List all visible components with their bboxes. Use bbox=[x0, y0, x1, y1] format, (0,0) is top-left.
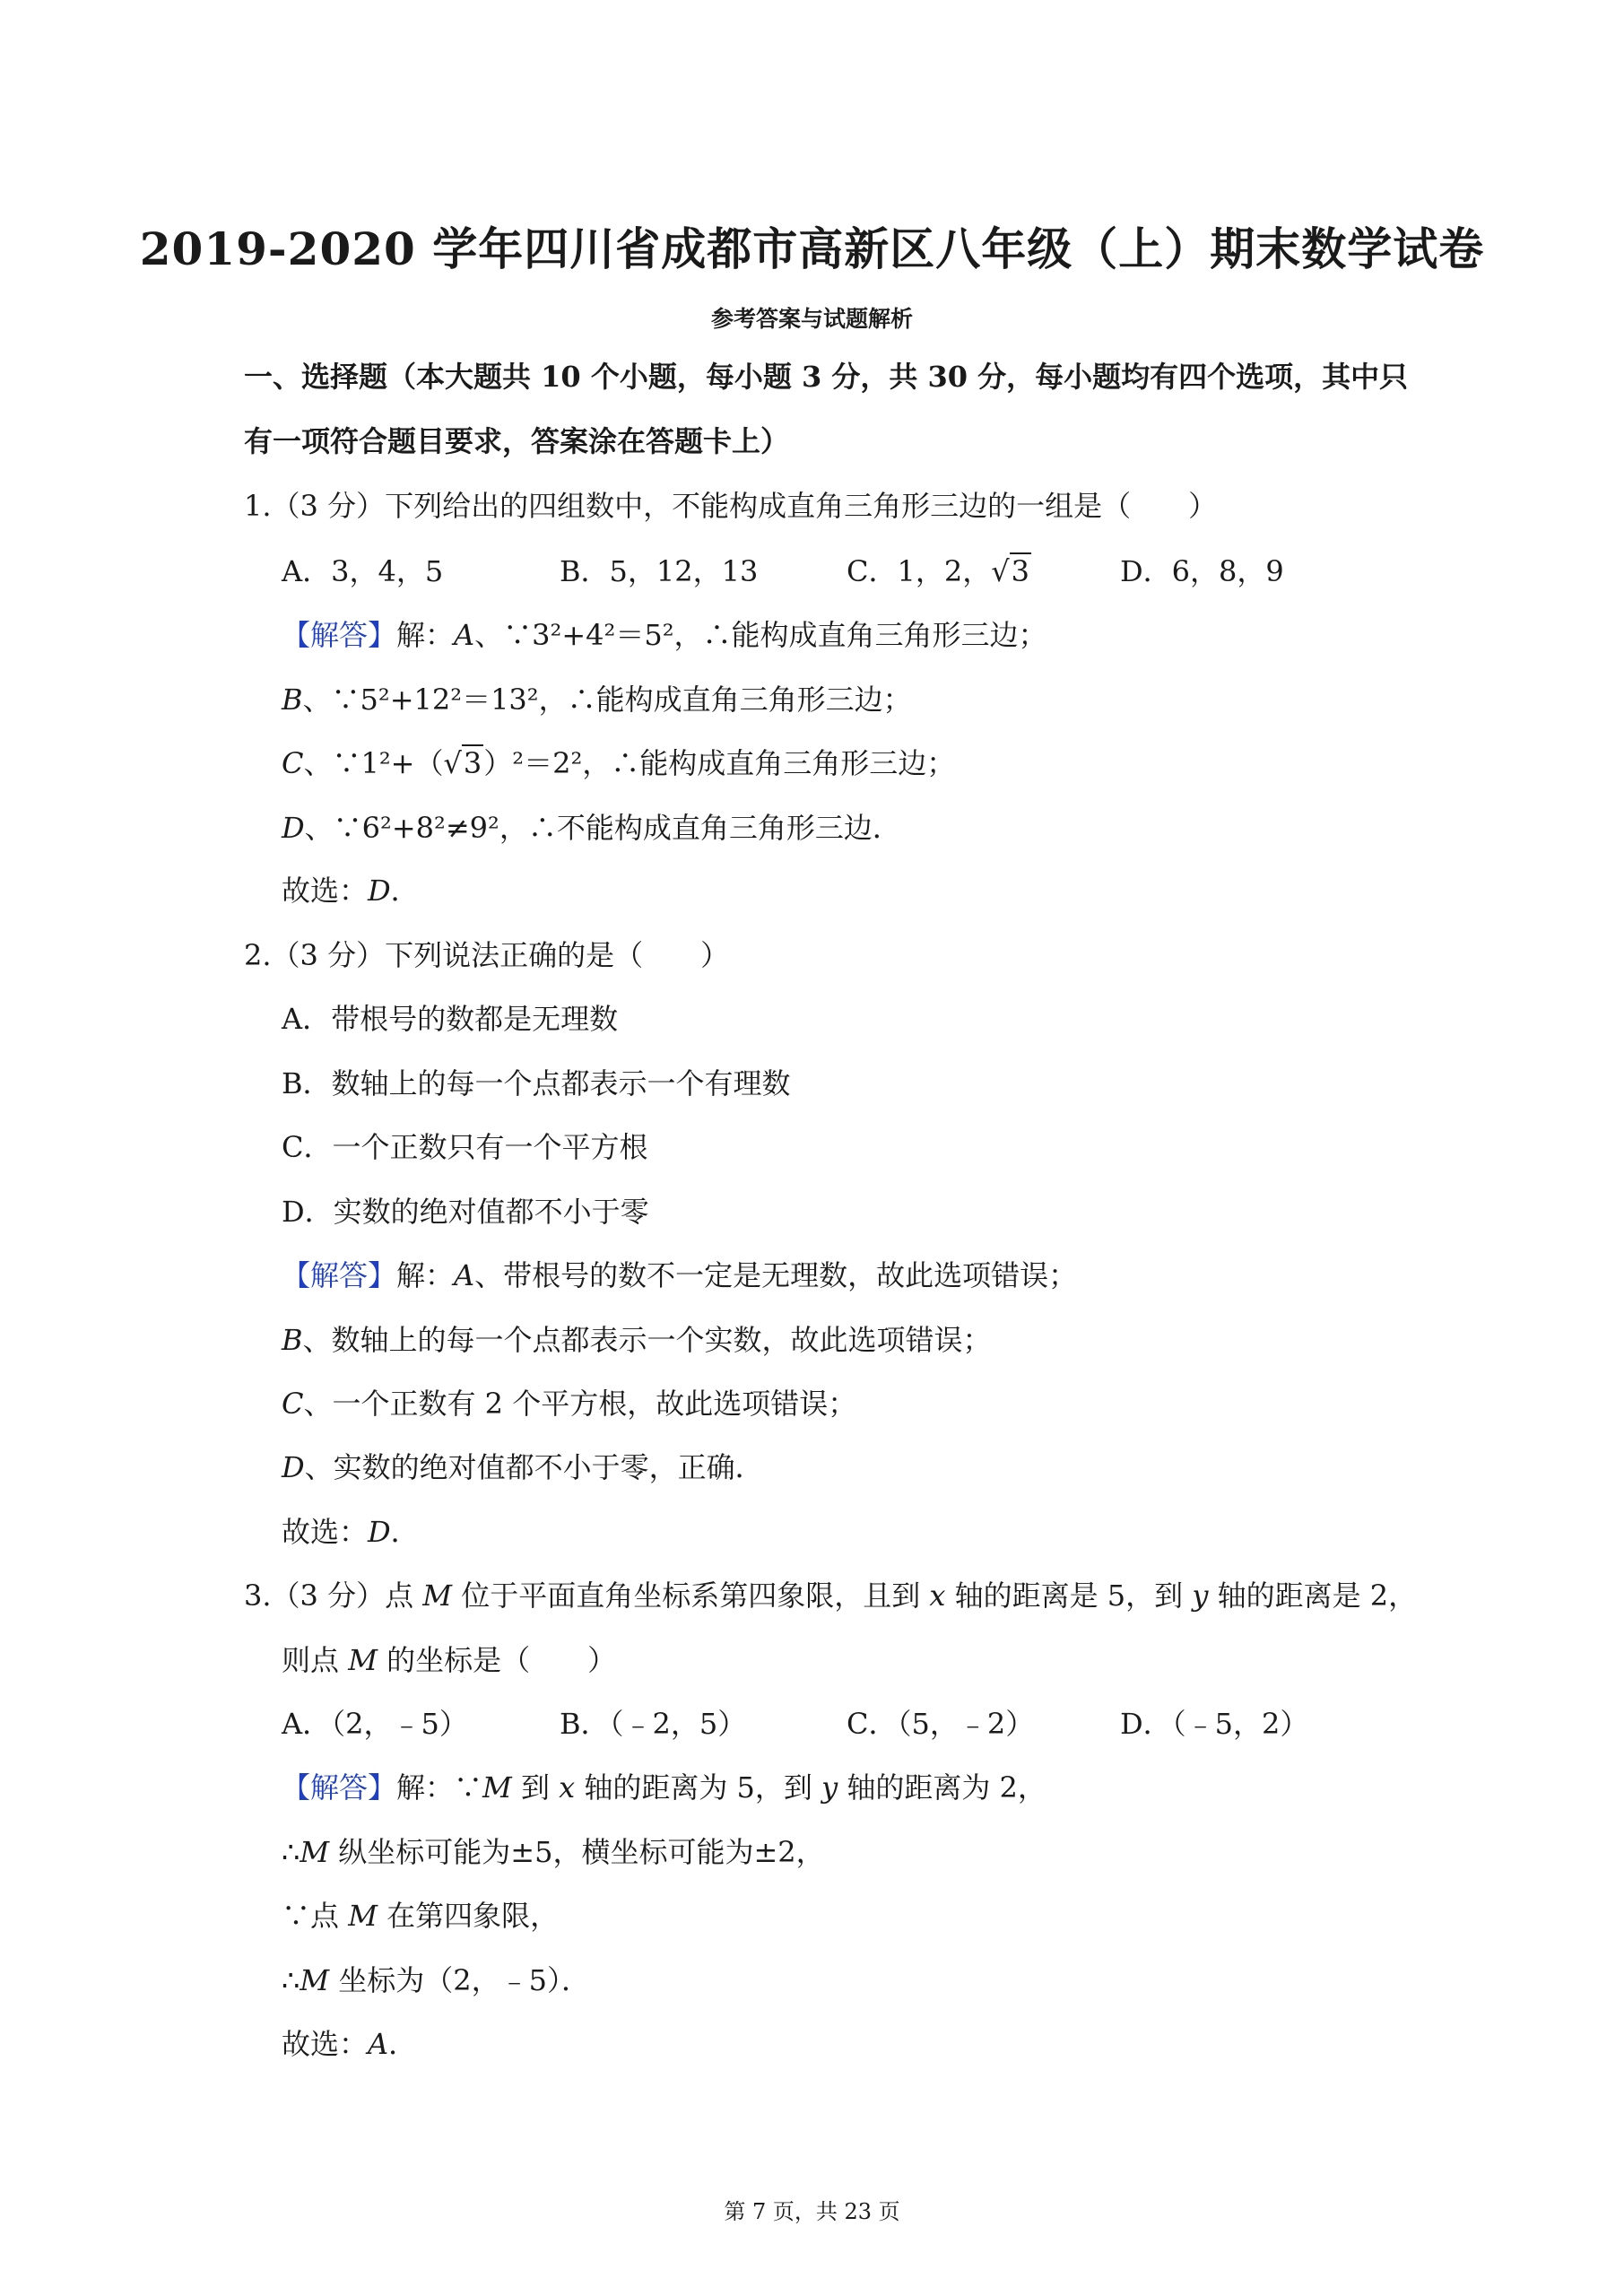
q3-sol3-b: 在第四象限， bbox=[377, 1899, 560, 1933]
q2-sol-b-text: 、数轴上的每一个点都表示一个实数，故此选项错误； bbox=[302, 1323, 992, 1357]
question-3-stem bbox=[244, 1578, 1417, 1613]
page-footer: 第 7 页，共 23 页 bbox=[724, 2199, 900, 2224]
page-title: 2019-2020 学年四川省成都市高新区八年级（上）期末数学试卷 bbox=[139, 222, 1485, 275]
q3-sol3-m: M bbox=[348, 1899, 378, 1933]
q1-sol-d-text: 、∵6²+8²≠9²，∴不能构成直角三角形三边． bbox=[304, 811, 901, 845]
section-heading-line2: 有一项符合题目要求，答案涂在答题卡上） bbox=[244, 424, 790, 458]
q2-option-b: B．数轴上的每一个点都表示一个有理数 bbox=[282, 1066, 791, 1100]
q1-sol-d-var: D bbox=[282, 811, 305, 845]
q3-stem-c: 轴的距离是 5，到 bbox=[945, 1578, 1193, 1613]
q1-option-c bbox=[847, 553, 1031, 589]
q2-option-a: A．带根号的数都是无理数 bbox=[282, 1002, 619, 1036]
q2-solution-b bbox=[282, 1322, 992, 1358]
q1-option-a: A．3，4，5 bbox=[282, 554, 444, 588]
q3-sol1-d: 轴的距离为 2， bbox=[838, 1770, 1046, 1805]
section-heading-line1: 一、选择题（本大题共 10 个小题，每小题 3 分，共 30 分，每小题均有四个选项，其中只 bbox=[244, 360, 1409, 394]
q1-solution-c bbox=[282, 745, 955, 781]
q2-answer bbox=[282, 1514, 420, 1550]
q3-stem-m: M bbox=[422, 1578, 453, 1613]
page-subtitle: 参考答案与试题解析 bbox=[710, 306, 913, 332]
q3-stem-d: 轴的距离是 2， bbox=[1208, 1578, 1418, 1613]
q3-sol4-a: ∴ bbox=[282, 1963, 300, 1997]
q3-stem-b: 位于平面直角坐标系第四象限，且到 bbox=[452, 1578, 930, 1613]
q3-stem-y: y bbox=[1192, 1578, 1209, 1613]
q3-solution-3 bbox=[282, 1898, 559, 1934]
q3-sol1-m: M bbox=[482, 1770, 512, 1805]
q1-solution-d bbox=[282, 810, 901, 846]
sqrt-symbol: √3 bbox=[443, 746, 482, 780]
q2-sol-b-var: B bbox=[282, 1323, 303, 1357]
q3-solution-4 bbox=[282, 1962, 590, 1998]
q3-sol1-y: y bbox=[821, 1770, 838, 1805]
solution-tag: 【解答】 bbox=[282, 1770, 397, 1805]
q1-sol-c-text1: 、∵1²+（ bbox=[303, 746, 444, 780]
sqrt-symbol: √3 bbox=[991, 554, 1029, 588]
q2-solution-d bbox=[282, 1449, 764, 1485]
q3-answer bbox=[282, 2026, 417, 2062]
q3-option-b: B．（﹣2，5） bbox=[560, 1707, 747, 1741]
q2-solution-a bbox=[282, 1257, 1077, 1293]
q2-answer-pre: 故选： bbox=[282, 1515, 369, 1549]
q2-solution-c bbox=[282, 1386, 856, 1422]
q3-sol1-b: 到 bbox=[511, 1770, 560, 1805]
q1-sol-a-text: 、∵3²+4²＝5²，∴能构成直角三角形三边； bbox=[474, 618, 1047, 652]
q3-option-c: C．（5，﹣2） bbox=[847, 1707, 1035, 1741]
q3-sol1-c: 轴的距离为 5，到 bbox=[575, 1770, 822, 1805]
q3-solution-2 bbox=[282, 1834, 825, 1870]
q2-answer-post: ． bbox=[390, 1515, 420, 1549]
question-2-stem: 2.（3 分）下列说法正确的是（ ） bbox=[244, 938, 730, 972]
q1-answer-letter: D bbox=[368, 874, 391, 908]
solution-tag: 【解答】 bbox=[282, 1258, 397, 1292]
q3-sol2-m: M bbox=[300, 1835, 330, 1869]
q3-stem2-a: 则点 bbox=[282, 1643, 349, 1677]
q1-sol-c-text2: ）²＝2²，∴能构成直角三角形三边； bbox=[483, 746, 956, 780]
q3-stem2-b: 的坐标是（ ） bbox=[377, 1643, 617, 1677]
q1-sol-c-var: C bbox=[282, 746, 304, 780]
q2-sol-d-text: 、实数的绝对值都不小于零，正确． bbox=[304, 1450, 764, 1484]
q1-answer-post: ． bbox=[390, 874, 420, 908]
q1-solution-b bbox=[282, 682, 912, 718]
q3-stem-x: x bbox=[929, 1578, 946, 1613]
q3-sol1-x: x bbox=[559, 1770, 576, 1805]
q3-sol4-b: 坐标为（2，﹣5）． bbox=[329, 1963, 591, 1997]
q3-answer-letter: A bbox=[368, 2027, 389, 2061]
q1-sol-b-text: 、∵5²+12²＝13²，∴能构成直角三角形三边； bbox=[302, 683, 912, 717]
q1-sol-c-radicand: 3 bbox=[463, 746, 482, 780]
q3-sol4-m: M bbox=[300, 1963, 330, 1997]
q3-sol2-b: 纵坐标可能为±5，横坐标可能为±2， bbox=[329, 1835, 825, 1869]
q1-solution-a bbox=[282, 617, 1047, 653]
q2-sol-a-text: 、带根号的数不一定是无理数，故此选项错误； bbox=[474, 1258, 1078, 1292]
q1-option-b: B．5，12，13 bbox=[560, 554, 759, 588]
q2-option-d: D．实数的绝对值都不小于零 bbox=[282, 1195, 649, 1229]
q1-answer-pre: 故选： bbox=[282, 874, 369, 908]
question-1-stem: 1.（3 分）下列给出的四组数中，不能构成直角三角形三边的一组是（ ） bbox=[244, 489, 1218, 523]
q1-answer bbox=[282, 873, 420, 909]
question-3-stem-line2 bbox=[282, 1642, 616, 1678]
q2-sol-a-pre: 解： bbox=[396, 1258, 455, 1292]
q3-sol1-a: 解：∵ bbox=[396, 1770, 483, 1805]
q1-option-d: D．6，8，9 bbox=[1120, 554, 1284, 588]
q2-option-c: C．一个正数只有一个平方根 bbox=[282, 1130, 648, 1164]
q2-sol-c-text: 、一个正数有 2 个平方根，故此选项错误； bbox=[303, 1387, 857, 1421]
q2-sol-c-var: C bbox=[282, 1387, 304, 1421]
q2-sol-d-var: D bbox=[282, 1450, 305, 1484]
q1-option-c-radicand: 3 bbox=[1011, 554, 1029, 588]
q3-answer-post: ． bbox=[388, 2027, 418, 2061]
q1-sol-a-pre: 解： bbox=[396, 618, 455, 652]
q3-sol3-a: ∵点 bbox=[282, 1899, 349, 1933]
q3-sol2-a: ∴ bbox=[282, 1835, 300, 1869]
q2-sol-a-var: A bbox=[454, 1258, 475, 1292]
q1-sol-b-var: B bbox=[282, 683, 303, 717]
q1-option-c-prefix: C．1，2， bbox=[847, 554, 992, 588]
q3-stem2-m: M bbox=[348, 1643, 378, 1677]
q3-stem-a: 3.（3 分）点 bbox=[244, 1578, 423, 1613]
solution-tag: 【解答】 bbox=[282, 618, 397, 652]
q3-option-a: A．（2，﹣5） bbox=[282, 1707, 468, 1741]
q1-sol-a-var: A bbox=[454, 618, 475, 652]
q3-option-d: D．（﹣5，2） bbox=[1120, 1707, 1309, 1741]
q2-answer-letter: D bbox=[368, 1515, 391, 1549]
q3-answer-pre: 故选： bbox=[282, 2027, 369, 2061]
q3-solution-1 bbox=[282, 1770, 1046, 1805]
